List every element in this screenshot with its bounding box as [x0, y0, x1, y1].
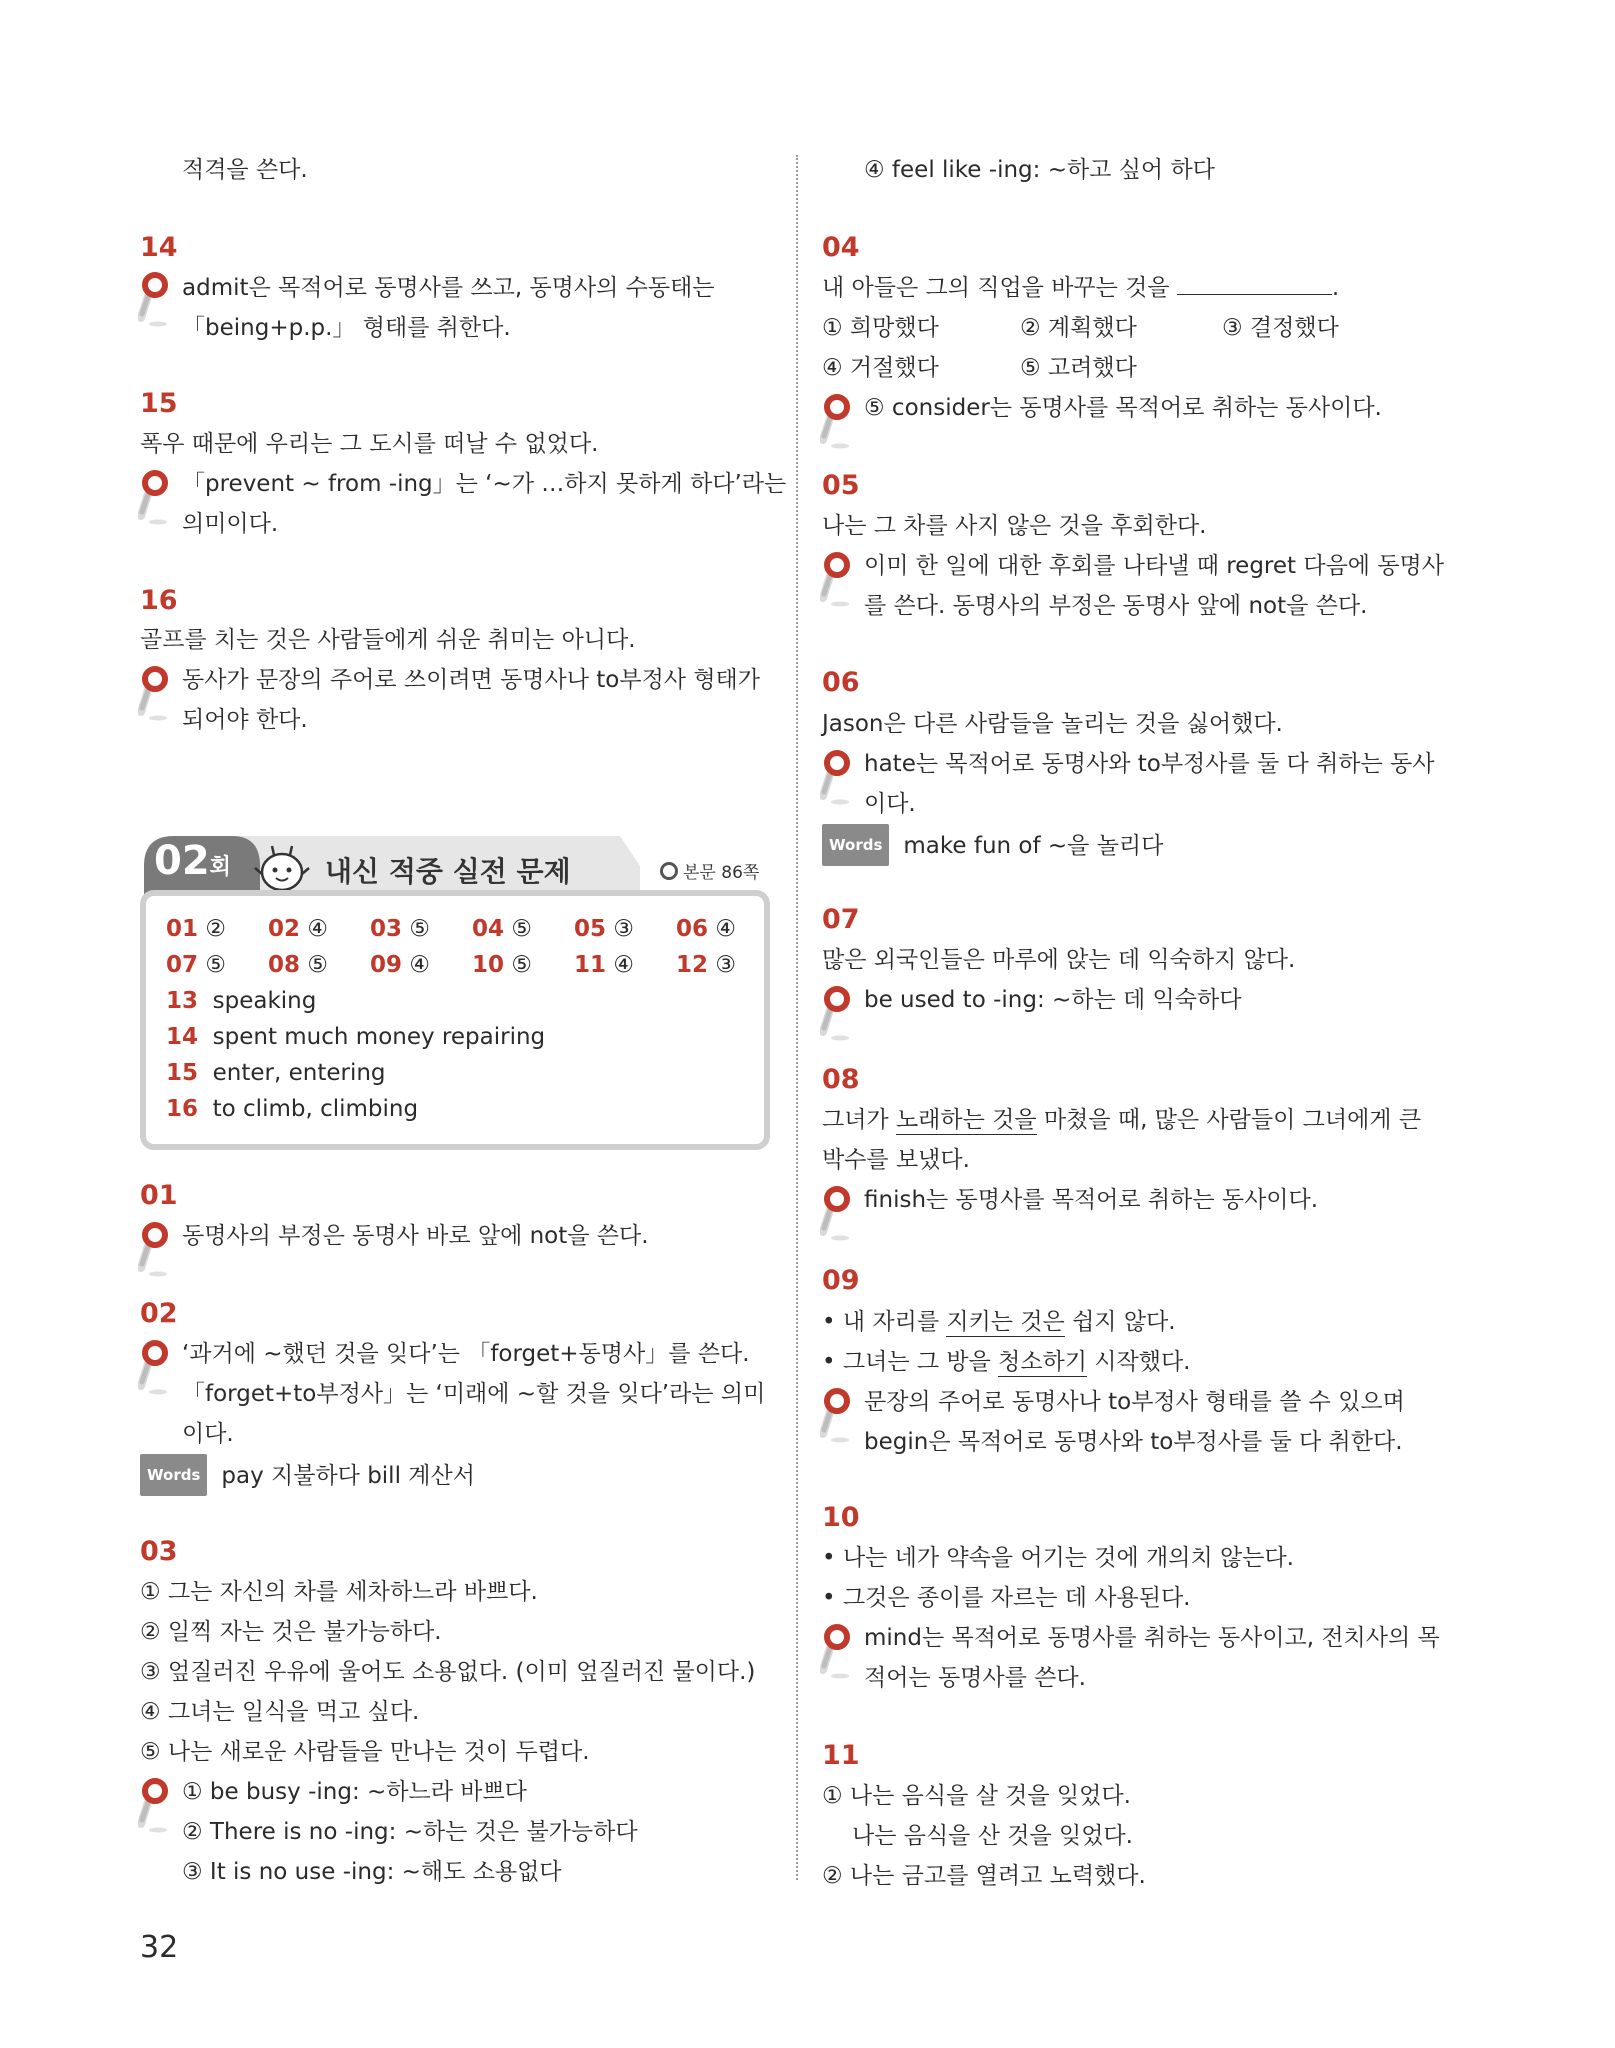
translation-sentence: ④ 그녀는 일식을 먹고 싶다.: [140, 1699, 420, 1725]
translation-sentence: 나는 그 차를 사지 않은 것을 후회한다.: [822, 513, 1207, 539]
explanation-line: be used to -ing: ~하는 데 익숙하다: [864, 987, 1242, 1013]
hint-magnifier-icon: [820, 1624, 854, 1680]
choice-option: ⑤ 고려했다: [1020, 355, 1137, 381]
hint-magnifier-icon: [820, 1186, 854, 1242]
explanation-line: 적어는 동명사를 쓴다.: [864, 1665, 1086, 1691]
explanation-line: 되어야 한다.: [182, 707, 308, 733]
explanation-line: mind는 목적어로 동명사를 취하는 동사이고, 전치사의 목: [864, 1625, 1440, 1651]
hint-magnifier-icon: [820, 394, 854, 450]
page-number: 32: [140, 1930, 179, 1965]
page-ref-icon: [660, 862, 678, 880]
translation-sentence: Jason은 다른 사람들을 놀리는 것을 싫어했다.: [822, 711, 1283, 737]
answer-key-box: 01 ② 02 ④ 03 ⑤ 04 ⑤ 05 ③ 06 ④ 07 ⑤ 08 ⑤ 09 ④ 10 ⑤ 11 ④ 12 ③ 13 speaking 14 spent much money repairing 15 enter, entering 16 to climb, climbing: [140, 890, 770, 1150]
hint-magnifier-icon: [820, 750, 854, 806]
question-number: 11: [822, 1740, 860, 1771]
explanation-line: 의미이다.: [182, 511, 279, 537]
choice-option: ① 희망했다: [822, 315, 939, 341]
answer-row: 15 enter, entering: [166, 1060, 386, 1086]
translation-sentence: 폭우 때문에 우리는 그 도시를 떠날 수 없었다.: [140, 431, 599, 457]
explanation-line: 동명사의 부정은 동명사 바로 앞에 not을 쓴다.: [182, 1223, 649, 1249]
question-number: 08: [822, 1064, 860, 1095]
section-title: 내신 적중 실전 문제: [325, 855, 571, 888]
translation-sentence: ① 나는 음식을 살 것을 잊었다.: [822, 1783, 1131, 1809]
explanation-line: ‘과거에 ~했던 것을 잊다’는 「forget+동명사」를 쓴다.: [182, 1341, 750, 1367]
words-tag: Words: [822, 824, 889, 866]
column-divider: [796, 155, 798, 1880]
underlined-phrase: 청소하기: [998, 1349, 1087, 1375]
question-number: 05: [822, 470, 860, 501]
explanation-line: 문장의 주어로 동명사나 to부정사 형태를 쓸 수 있으며: [864, 1389, 1405, 1415]
question-number: 15: [140, 388, 178, 419]
answer-row: 13 speaking: [166, 988, 317, 1014]
explanation-line: admit은 목적어로 동명사를 쓰고, 동명사의 수동태는: [182, 275, 715, 301]
question-number: 09: [822, 1265, 860, 1296]
underlined-phrase: 지키는 것은: [946, 1309, 1065, 1335]
hint-magnifier-icon: [138, 1778, 172, 1834]
hint-magnifier-icon: [138, 666, 172, 722]
translation-sentence: 박수를 보냈다.: [822, 1147, 970, 1173]
translation-sentence: ② 나는 금고를 열려고 노력했다.: [822, 1863, 1146, 1889]
explanation-line: 「being+p.p.」 형태를 취한다.: [182, 315, 511, 341]
explanation-line: ① be busy -ing: ~하느라 바쁘다: [182, 1779, 527, 1805]
explanation-line: 동사가 문장의 주어로 쓰이려면 동명사나 to부정사 형태가: [182, 667, 760, 693]
explanation-line: ② There is no -ing: ~하는 것은 불가능하다: [182, 1819, 638, 1845]
answer-blank: [1177, 272, 1332, 295]
question-number: 16: [140, 585, 178, 616]
bullet-sentence: • 나는 네가 약속을 어기는 것에 개의치 않는다.: [822, 1545, 1294, 1571]
hint-magnifier-icon: [820, 986, 854, 1042]
translation-sentence: 그녀가 노래하는 것을 마쳤을 때, 많은 사람들이 그녀에게 큰: [822, 1107, 1422, 1133]
choice-option: ③ 결정했다: [1222, 315, 1339, 341]
question-number: 07: [822, 904, 860, 935]
explanation-line: 「forget+to부정사」는 ‘미래에 ~할 것을 잊다’라는 의미: [182, 1381, 766, 1407]
question-number: 04: [822, 232, 860, 263]
explanation-line: finish는 동명사를 목적어로 취하는 동사이다.: [864, 1187, 1319, 1213]
page-reference: 본문 86쪽: [683, 863, 760, 883]
answer-row: 16 to climb, climbing: [166, 1096, 419, 1122]
hint-magnifier-icon: [138, 470, 172, 526]
round-number: 02: [154, 838, 210, 884]
bullet-sentence: • 내 자리를 지키는 것은 쉽지 않다.: [822, 1309, 1176, 1335]
bullet-sentence: • 그것은 종이를 자르는 데 사용된다.: [822, 1585, 1191, 1611]
words-line: Words make fun of ~을 놀리다: [822, 824, 1163, 866]
translation-sentence: ① 그는 자신의 차를 세차하느라 바쁘다.: [140, 1579, 538, 1605]
question-number: 01: [140, 1180, 178, 1211]
question-number: 10: [822, 1502, 860, 1533]
continued-line: 적격을 쓴다.: [182, 157, 308, 183]
choice-option: ② 계획했다: [1020, 315, 1137, 341]
translation-sentence: 나는 음식을 산 것을 잊었다.: [852, 1823, 1133, 1849]
question-number: 06: [822, 667, 860, 698]
explanation-line: 이다.: [182, 1421, 234, 1447]
question-number: 14: [140, 232, 178, 263]
hint-magnifier-icon: [138, 1222, 172, 1278]
hint-magnifier-icon: [820, 552, 854, 608]
explanation-line: 「prevent ~ from -ing」는 ‘~가 …하지 못하게 하다’라는: [182, 471, 787, 497]
explanation-line: ⑤ consider는 동명사를 목적어로 취하는 동사이다.: [864, 395, 1382, 421]
hint-magnifier-icon: [820, 1388, 854, 1444]
continued-line: ④ feel like -ing: ~하고 싶어 하다: [864, 157, 1215, 183]
question-sentence: 내 아들은 그의 직업을 바꾸는 것을 .: [822, 268, 1339, 308]
choice-option: ④ 거절했다: [822, 355, 939, 381]
translation-sentence: 많은 외국인들은 마루에 앉는 데 익숙하지 않다.: [822, 947, 1296, 973]
question-number: 02: [140, 1298, 178, 1329]
round-suffix: 회: [209, 855, 231, 880]
explanation-line: hate는 목적어로 동명사와 to부정사를 둘 다 취하는 동사: [864, 751, 1435, 777]
explanation-line: ③ It is no use -ing: ~해도 소용없다: [182, 1859, 562, 1885]
explanation-line: 를 쓴다. 동명사의 부정은 동명사 앞에 not을 쓴다.: [864, 593, 1368, 619]
hint-magnifier-icon: [138, 272, 172, 328]
explanation-line: begin은 목적어로 동명사와 to부정사를 둘 다 취한다.: [864, 1429, 1403, 1455]
hint-magnifier-icon: [138, 1340, 172, 1396]
explanation-line: 이미 한 일에 대한 후회를 나타낼 때 regret 다음에 동명사: [864, 553, 1444, 579]
question-number: 03: [140, 1536, 178, 1567]
words-line: Words pay 지불하다 bill 계산서: [140, 1454, 475, 1496]
answer-row: 14 spent much money repairing: [166, 1024, 546, 1050]
explanation-line: 이다.: [864, 791, 916, 817]
translation-sentence: 골프를 치는 것은 사람들에게 쉬운 취미는 아니다.: [140, 627, 636, 653]
translation-sentence: ② 일찍 자는 것은 불가능하다.: [140, 1619, 442, 1645]
words-tag: Words: [140, 1454, 207, 1496]
bullet-sentence: • 그녀는 그 방을 청소하기 시작했다.: [822, 1349, 1191, 1375]
mascot-icon: [252, 840, 312, 896]
translation-sentence: ⑤ 나는 새로운 사람들을 만나는 것이 두렵다.: [140, 1739, 590, 1765]
underlined-phrase: 노래하는 것을: [895, 1107, 1037, 1133]
translation-sentence: ③ 엎질러진 우유에 울어도 소용없다. (이미 엎질러진 물이다.): [140, 1659, 756, 1685]
